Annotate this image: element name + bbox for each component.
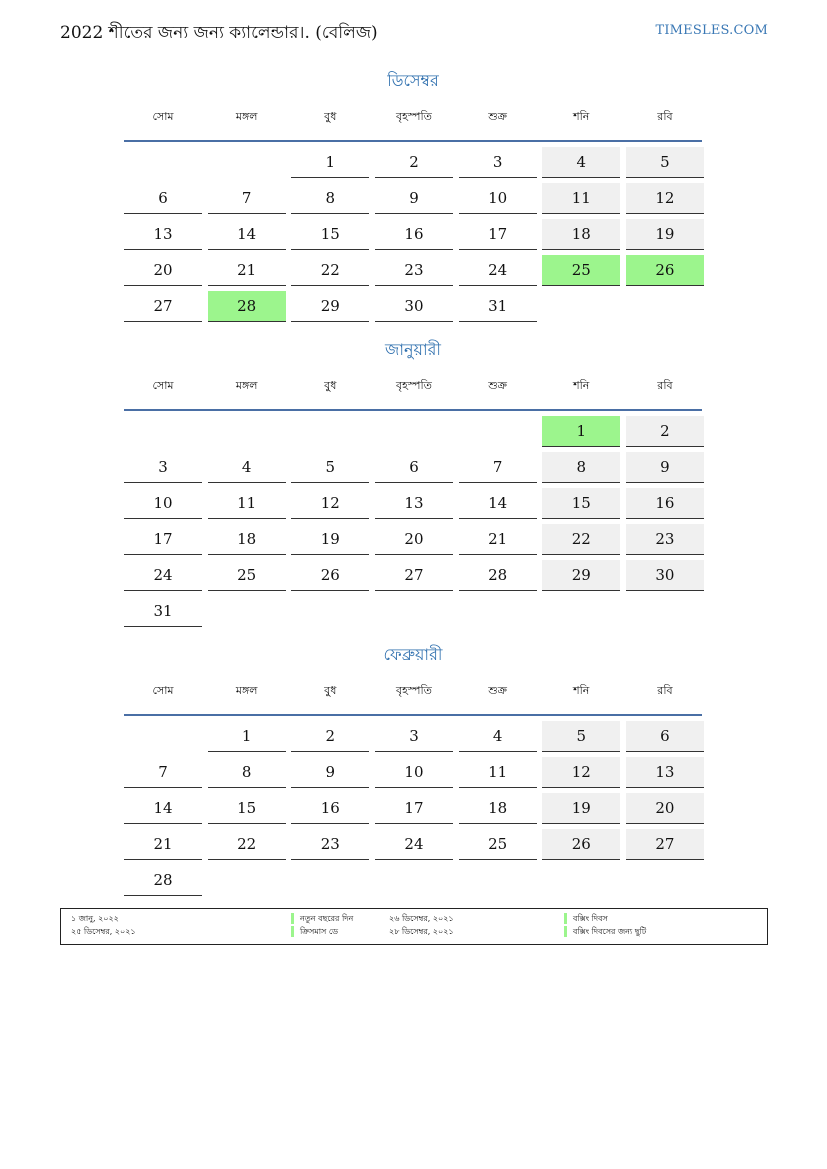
empty-day-cell: [124, 147, 202, 177]
weekday-label: শনি: [573, 684, 590, 697]
empty-day-cell: [459, 416, 537, 446]
day-cell: 3: [124, 452, 202, 483]
legend-holiday-name: বক্সিং দিবসের জন্য ছুটি: [564, 926, 646, 937]
day-cell: 19: [542, 793, 620, 824]
day-cell: 18: [542, 219, 620, 250]
day-cell: 11: [542, 183, 620, 214]
day-cell: 26: [291, 560, 369, 591]
empty-day-cell: [208, 596, 286, 626]
day-cell: 25: [459, 829, 537, 860]
weekday-label: বৃহস্পতি: [396, 684, 432, 697]
day-cell: 10: [375, 757, 453, 788]
day-cell: 10: [459, 183, 537, 214]
day-cell: 21: [208, 255, 286, 286]
month-name: ডিসেম্বর: [387, 71, 439, 90]
day-cell: 15: [291, 219, 369, 250]
site-link[interactable]: TIMESLES.COM: [655, 23, 768, 38]
day-cell: 16: [375, 219, 453, 250]
day-grid: [124, 416, 702, 627]
day-cell: 3: [459, 147, 537, 178]
day-cell: 28: [208, 291, 286, 322]
empty-day-cell: [291, 596, 369, 626]
day-cell: 1: [208, 721, 286, 752]
day-cell: 1: [542, 416, 620, 447]
empty-day-cell: [208, 865, 286, 895]
day-cell: 23: [626, 524, 704, 555]
empty-day-cell: [626, 865, 704, 895]
weekday-label: মঙ্গল: [235, 110, 258, 123]
day-cell: 27: [626, 829, 704, 860]
day-cell: 5: [542, 721, 620, 752]
day-cell: 1: [291, 147, 369, 178]
day-cell: 6: [375, 452, 453, 483]
legend-date: ২৫ ডিসেম্বর, ২০২১: [71, 927, 136, 936]
legend-holiday-name: বক্সিং দিবস: [564, 913, 608, 924]
empty-day-cell: [459, 865, 537, 895]
day-cell: 4: [208, 452, 286, 483]
empty-day-cell: [626, 291, 704, 321]
weekday-label: বুধ: [324, 379, 337, 392]
weekday-label: শনি: [573, 379, 590, 392]
weekday-label: মঙ্গল: [235, 379, 258, 392]
weekday-label: রবি: [657, 379, 673, 392]
day-cell: 20: [124, 255, 202, 286]
day-cell: 4: [542, 147, 620, 178]
empty-day-cell: [542, 865, 620, 895]
day-cell: 19: [626, 219, 704, 250]
empty-day-cell: [459, 596, 537, 626]
day-cell: 20: [626, 793, 704, 824]
day-cell: 22: [208, 829, 286, 860]
legend-holiday-name: ক্রিসমাস ডে: [291, 926, 338, 937]
day-cell: 29: [542, 560, 620, 591]
day-cell: 24: [459, 255, 537, 286]
day-cell: 6: [626, 721, 704, 752]
day-cell: 4: [459, 721, 537, 752]
day-cell: 2: [626, 416, 704, 447]
day-cell: 22: [542, 524, 620, 555]
day-cell: 5: [626, 147, 704, 178]
day-cell: 23: [291, 829, 369, 860]
day-cell: 3: [375, 721, 453, 752]
day-cell: 30: [626, 560, 704, 591]
day-cell: 24: [124, 560, 202, 591]
day-cell: 8: [291, 183, 369, 214]
day-cell: 10: [124, 488, 202, 519]
weekday-header: [124, 674, 702, 716]
day-cell: 21: [459, 524, 537, 555]
day-cell: 30: [375, 291, 453, 322]
day-cell: 16: [291, 793, 369, 824]
day-cell: 21: [124, 829, 202, 860]
month-name: ফেব্রুয়ারী: [383, 645, 443, 664]
day-cell: 2: [291, 721, 369, 752]
weekday-label: সোম: [152, 110, 174, 123]
day-cell: 17: [375, 793, 453, 824]
day-cell: 6: [124, 183, 202, 214]
day-cell: 25: [542, 255, 620, 286]
empty-day-cell: [626, 596, 704, 626]
day-cell: 27: [375, 560, 453, 591]
holiday-legend: [60, 908, 768, 945]
day-cell: 25: [208, 560, 286, 591]
day-cell: 11: [208, 488, 286, 519]
day-cell: 14: [459, 488, 537, 519]
day-cell: 12: [291, 488, 369, 519]
weekday-label: বুধ: [324, 684, 337, 697]
day-cell: 9: [375, 183, 453, 214]
month-february: [124, 642, 702, 896]
day-cell: 7: [459, 452, 537, 483]
weekday-header: [124, 100, 702, 142]
empty-day-cell: [291, 865, 369, 895]
weekday-label: সোম: [152, 379, 174, 392]
page-title: 2022 শীতের জন্য জন্য ক্যালেন্ডার।. (বেলিজ): [60, 23, 378, 43]
empty-day-cell: [291, 416, 369, 446]
day-cell: 18: [208, 524, 286, 555]
day-cell: 13: [375, 488, 453, 519]
day-cell: 8: [542, 452, 620, 483]
day-cell: 27: [124, 291, 202, 322]
day-cell: 23: [375, 255, 453, 286]
day-cell: 12: [542, 757, 620, 788]
day-cell: 31: [459, 291, 537, 322]
day-cell: 8: [208, 757, 286, 788]
day-cell: 14: [124, 793, 202, 824]
weekday-label: বৃহস্পতি: [396, 379, 432, 392]
day-cell: 15: [542, 488, 620, 519]
day-cell: 26: [626, 255, 704, 286]
empty-day-cell: [375, 865, 453, 895]
weekday-header: [124, 369, 702, 411]
month-name: জানুয়ারী: [385, 340, 441, 359]
day-grid: [124, 721, 702, 896]
weekday-label: সোম: [152, 684, 174, 697]
weekday-label: মঙ্গল: [235, 684, 258, 697]
day-grid: [124, 147, 702, 322]
day-cell: 18: [459, 793, 537, 824]
empty-day-cell: [124, 721, 202, 751]
weekday-label: শুক্র: [488, 684, 507, 697]
day-cell: 7: [208, 183, 286, 214]
weekday-label: শুক্র: [488, 110, 507, 123]
month-january: [124, 337, 702, 627]
day-cell: 17: [124, 524, 202, 555]
day-cell: 15: [208, 793, 286, 824]
day-cell: 26: [542, 829, 620, 860]
day-cell: 28: [459, 560, 537, 591]
day-cell: 7: [124, 757, 202, 788]
empty-day-cell: [542, 291, 620, 321]
empty-day-cell: [375, 596, 453, 626]
weekday-label: রবি: [657, 110, 673, 123]
day-cell: 9: [626, 452, 704, 483]
day-cell: 29: [291, 291, 369, 322]
empty-day-cell: [208, 416, 286, 446]
day-cell: 13: [626, 757, 704, 788]
day-cell: 13: [124, 219, 202, 250]
day-cell: 5: [291, 452, 369, 483]
day-cell: 2: [375, 147, 453, 178]
empty-day-cell: [124, 416, 202, 446]
day-cell: 12: [626, 183, 704, 214]
legend-date: ২৮ ডিসেম্বর, ২০২১: [389, 927, 454, 936]
day-cell: 20: [375, 524, 453, 555]
day-cell: 11: [459, 757, 537, 788]
day-cell: 31: [124, 596, 202, 627]
day-cell: 9: [291, 757, 369, 788]
empty-day-cell: [375, 416, 453, 446]
weekday-label: শনি: [573, 110, 590, 123]
month-december: [124, 68, 702, 322]
day-cell: 16: [626, 488, 704, 519]
legend-holiday-name: নতুন বছরের দিন: [291, 913, 353, 924]
day-cell: 19: [291, 524, 369, 555]
day-cell: 14: [208, 219, 286, 250]
weekday-label: রবি: [657, 684, 673, 697]
day-cell: 24: [375, 829, 453, 860]
day-cell: 22: [291, 255, 369, 286]
legend-date: ১ জানু, ২০২২: [71, 914, 119, 923]
empty-day-cell: [542, 596, 620, 626]
weekday-label: শুক্র: [488, 379, 507, 392]
weekday-label: বুধ: [324, 110, 337, 123]
day-cell: 17: [459, 219, 537, 250]
day-cell: 28: [124, 865, 202, 896]
empty-day-cell: [208, 147, 286, 177]
legend-date: ২৬ ডিসেম্বর, ২০২১: [389, 914, 454, 923]
weekday-label: বৃহস্পতি: [396, 110, 432, 123]
